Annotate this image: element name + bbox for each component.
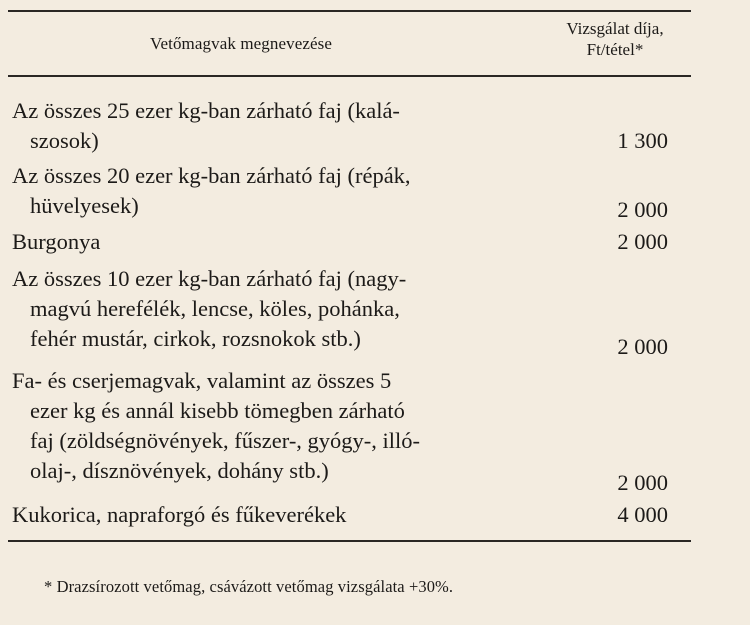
table-row-name xyxy=(12,227,542,257)
table-row-fee: 2 000 xyxy=(617,470,668,495)
column-header-seed-name: Vetőmagvak megnevezése xyxy=(150,34,333,53)
table-row-name xyxy=(12,161,542,221)
row-line: ezer kg és annál kisebb tömegben zárható xyxy=(30,398,405,423)
table-row-fee: 4 000 xyxy=(617,502,668,527)
column-header-fee xyxy=(540,18,690,60)
row-line: magvú herefélék, lencse, köles, pohánka, xyxy=(30,296,400,321)
table-row-fee: 2 000 xyxy=(617,334,668,359)
row-line: Fa- és cserjemagvak, valamint az összes 5 xyxy=(12,368,392,393)
row-line: Kukorica, napraforgó és fűkeverékek xyxy=(12,502,347,527)
row-line: hüvelyesek) xyxy=(30,193,139,218)
table-row-fee: 2 000 xyxy=(617,197,668,222)
row-line: Az összes 10 ezer kg-ban zárható faj (nagy- xyxy=(12,266,407,291)
column-header-fee-line1: Vizsgálat díja, xyxy=(566,19,664,38)
row-line: szosok) xyxy=(30,128,99,153)
row-line: olaj-, dísznövények, dohány stb.) xyxy=(30,458,329,483)
row-line: faj (zöldségnövények, fűszer-, gyógy-, illó- xyxy=(30,428,421,453)
table-row-name xyxy=(12,500,542,530)
table-row-fee: 1 300 xyxy=(617,128,668,153)
table-top-rule xyxy=(8,10,691,12)
row-line: Burgonya xyxy=(12,229,101,254)
footnote: * Drazsírozott vetőmag, csávázott vetőmag vizsgálata +30%. xyxy=(44,577,454,596)
table-row-name xyxy=(12,264,542,354)
table-row-name xyxy=(12,96,542,156)
row-line: Az összes 20 ezer kg-ban zárható faj (répák, xyxy=(12,163,411,188)
header-rule xyxy=(8,75,691,77)
column-header-fee-line2: Ft/tétel* xyxy=(586,40,644,59)
row-line: fehér mustár, cirkok, rozsnokok stb.) xyxy=(30,326,361,351)
table-bottom-rule xyxy=(8,540,691,542)
row-line: Az összes 25 ezer kg-ban zárható faj (kalá- xyxy=(12,98,400,123)
table-row-name xyxy=(12,366,542,486)
table-row-fee: 2 000 xyxy=(617,229,668,254)
